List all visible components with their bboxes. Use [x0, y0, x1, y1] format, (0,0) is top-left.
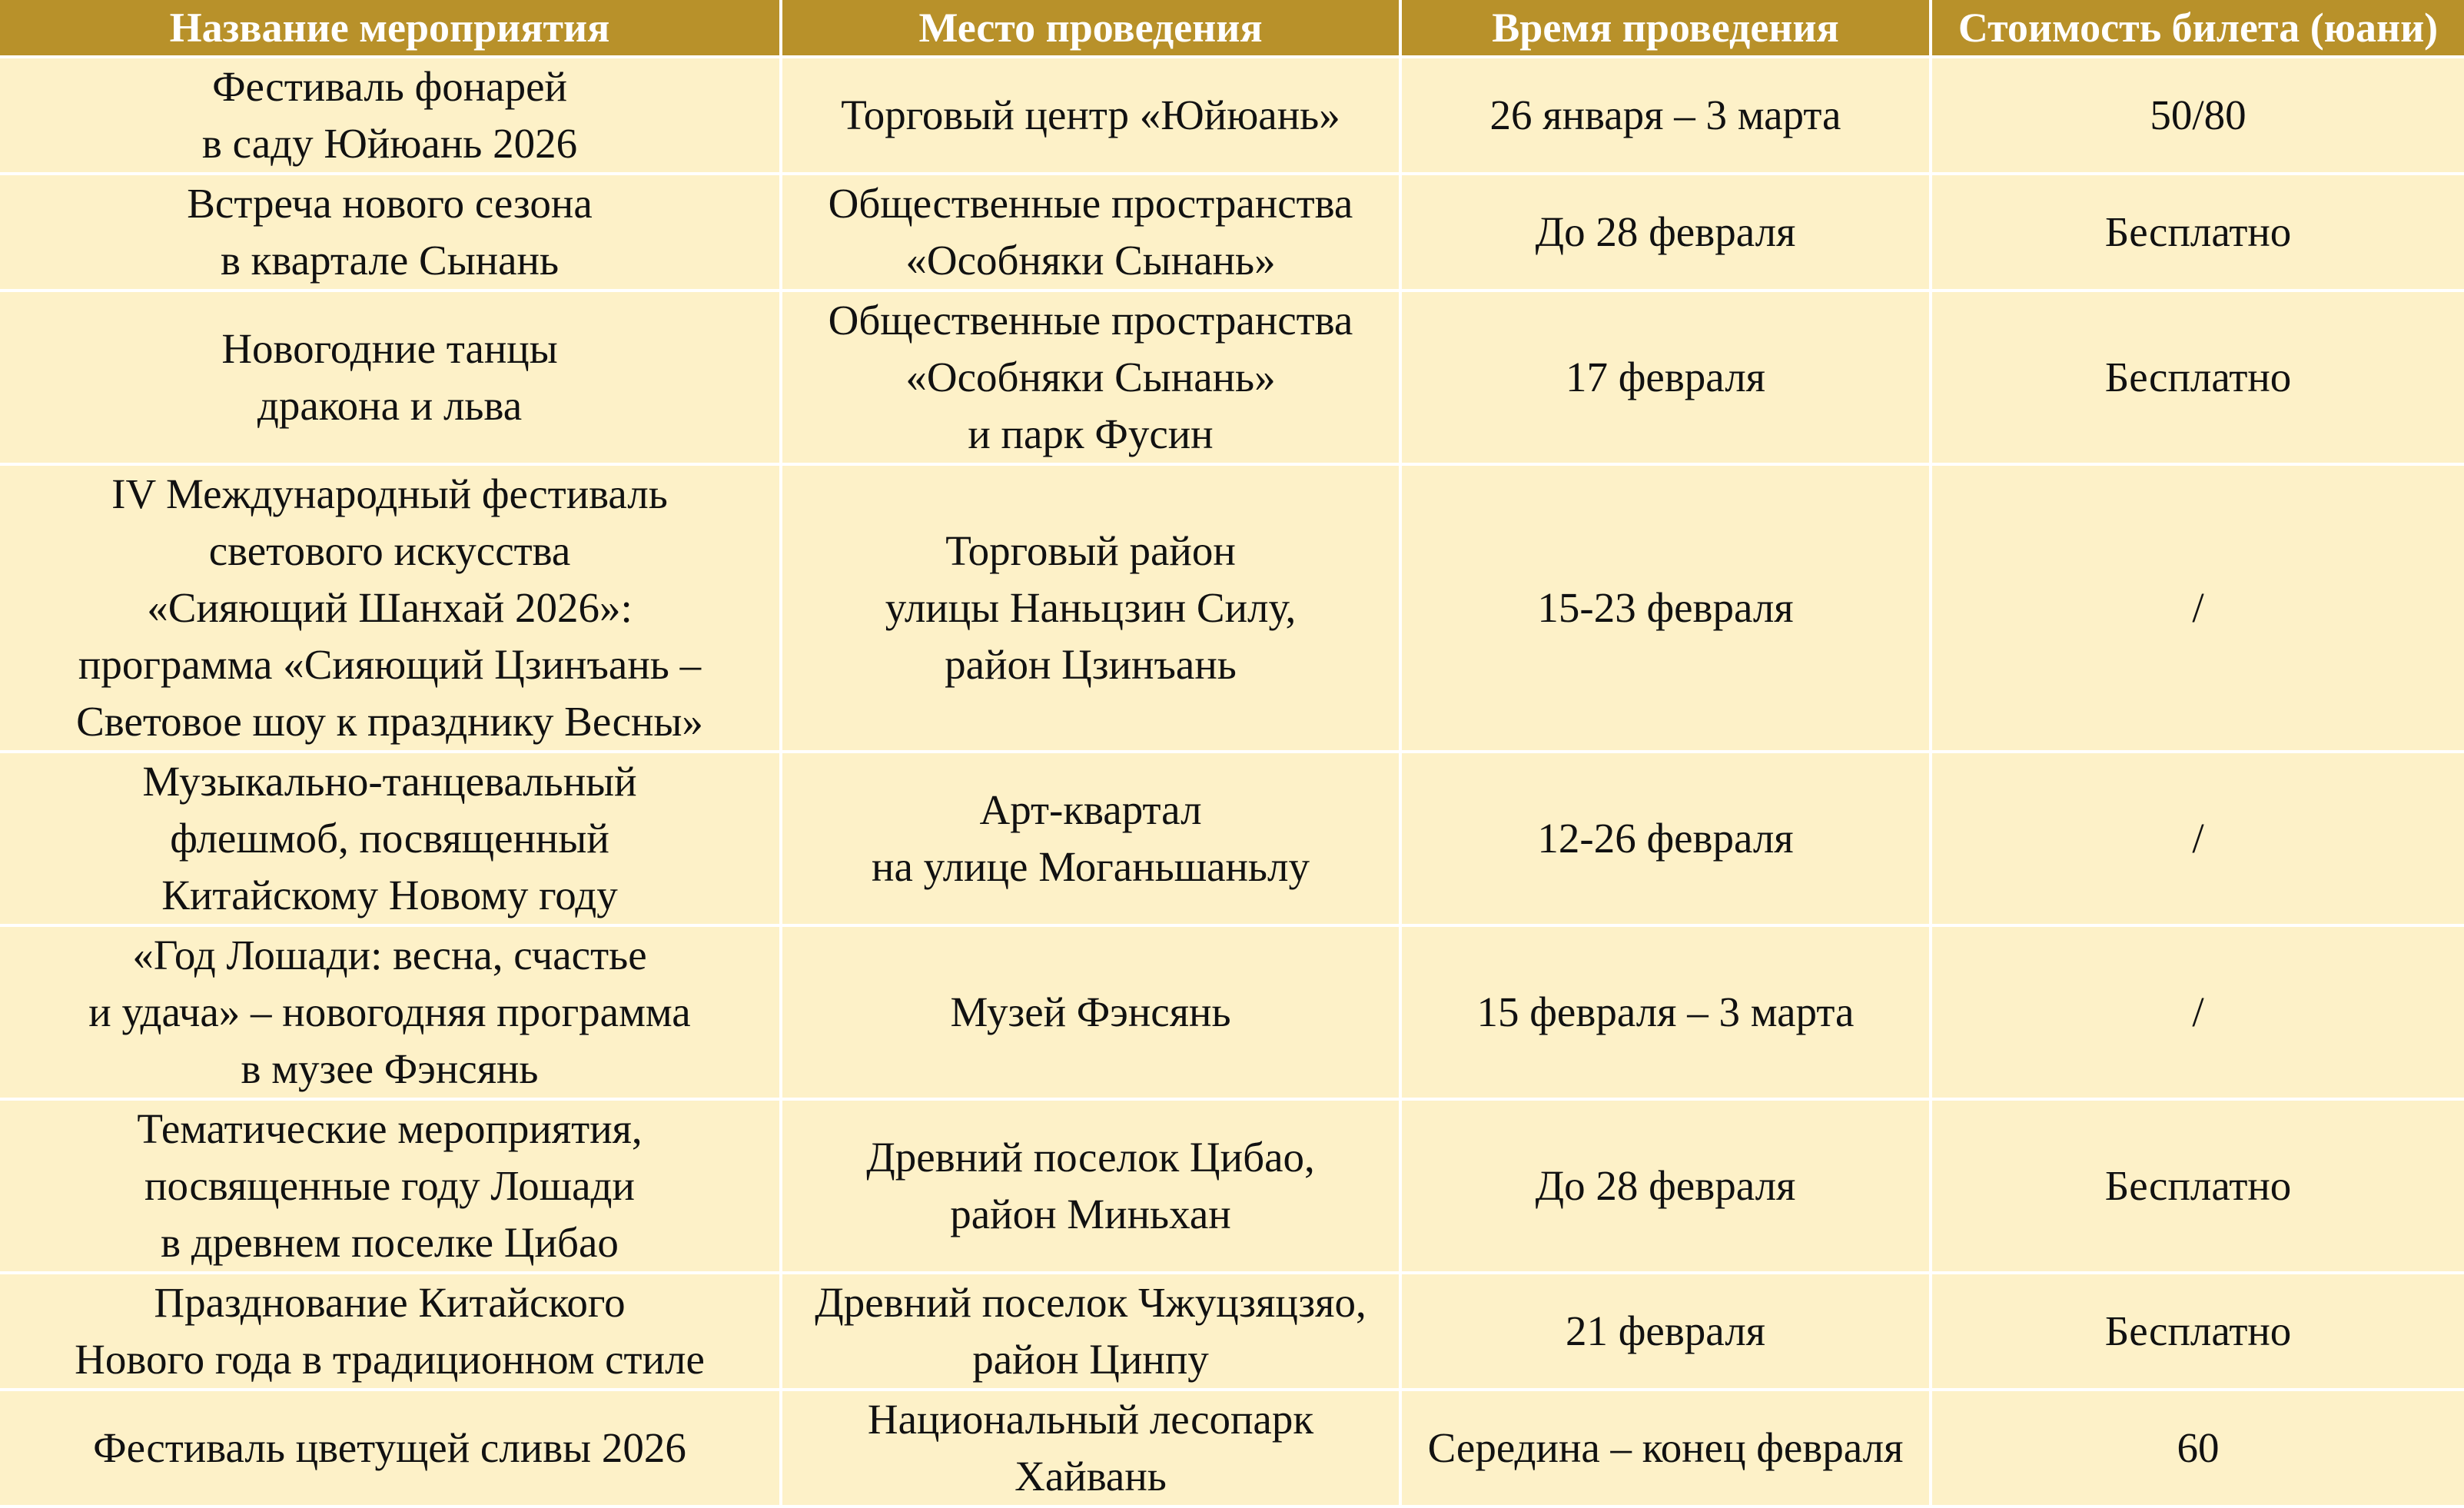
event-place-cell: Национальный лесопарк Хайвань [781, 1390, 1400, 1506]
event-price-cell: / [1931, 752, 2464, 925]
event-time-cell: 12-26 февраля [1400, 752, 1931, 925]
event-name-cell: IV Международный фестиваль светового искусства «Сияющий Шанхай 2026»: программа «Сияющий Цзинъань – Световое шоу к празднику Весны» [0, 464, 781, 752]
event-time-cell: 15-23 февраля [1400, 464, 1931, 752]
event-place-cell: Общественные пространства «Особняки Сынань» и парк Фусин [781, 291, 1400, 464]
event-place-cell: Общественные пространства «Особняки Сынань» [781, 174, 1400, 291]
column-header-name: Название мероприятия [0, 0, 781, 57]
column-header-place: Место проведения [781, 0, 1400, 57]
event-time-cell: 26 января – 3 марта [1400, 57, 1931, 174]
event-time-cell: До 28 февраля [1400, 1099, 1931, 1273]
event-name-cell: Фестиваль цветущей сливы 2026 [0, 1390, 781, 1506]
event-time-cell: До 28 февраля [1400, 174, 1931, 291]
column-header-price: Стоимость билета (юани) [1931, 0, 2464, 57]
event-name-cell: «Год Лошади: весна, счастье и удача» – новогодняя программа в музее Фэнсянь [0, 925, 781, 1099]
event-time-cell: 15 февраля – 3 марта [1400, 925, 1931, 1099]
event-time-cell: Середина – конец февраля [1400, 1390, 1931, 1506]
event-price-cell: Бесплатно [1931, 1273, 2464, 1390]
event-price-cell: / [1931, 925, 2464, 1099]
table-row [0, 174, 2464, 291]
event-price-cell: Бесплатно [1931, 1099, 2464, 1273]
event-place-cell: Древний поселок Цибао, район Миньхан [781, 1099, 1400, 1273]
table-row [0, 291, 2464, 464]
event-name-cell: Празднование Китайского Нового года в традиционном стиле [0, 1273, 781, 1390]
event-time-cell: 17 февраля [1400, 291, 1931, 464]
table-row [0, 925, 2464, 1099]
event-place-cell: Торговый район улицы Наньцзин Силу, район Цзинъань [781, 464, 1400, 752]
event-place-cell: Древний поселок Чжуцзяцзяо, район Цинпу [781, 1273, 1400, 1390]
event-price-cell: 50/80 [1931, 57, 2464, 174]
event-price-cell: 60 [1931, 1390, 2464, 1506]
table-row [0, 464, 2464, 752]
event-price-cell: / [1931, 464, 2464, 752]
event-price-cell: Бесплатно [1931, 291, 2464, 464]
event-place-cell: Торговый центр «Юйюань» [781, 57, 1400, 174]
header-row [0, 0, 2464, 57]
event-name-cell: Музыкально-танцевальный флешмоб, посвященный Китайскому Новому году [0, 752, 781, 925]
event-name-cell: Тематические мероприятия, посвященные году Лошади в древнем поселке Цибао [0, 1099, 781, 1273]
event-time-cell: 21 февраля [1400, 1273, 1931, 1390]
table-row [0, 1099, 2464, 1273]
event-place-cell: Музей Фэнсянь [781, 925, 1400, 1099]
table-row [0, 752, 2464, 925]
table-row [0, 1273, 2464, 1390]
event-name-cell: Фестиваль фонарей в саду Юйюань 2026 [0, 57, 781, 174]
event-name-cell: Встреча нового сезона в квартале Сынань [0, 174, 781, 291]
event-name-cell: Новогодние танцы дракона и льва [0, 291, 781, 464]
event-place-cell: Арт-квартал на улице Моганьшаньлу [781, 752, 1400, 925]
table-row [0, 1390, 2464, 1506]
table-row [0, 57, 2464, 174]
column-header-time: Время проведения [1400, 0, 1931, 57]
event-price-cell: Бесплатно [1931, 174, 2464, 291]
